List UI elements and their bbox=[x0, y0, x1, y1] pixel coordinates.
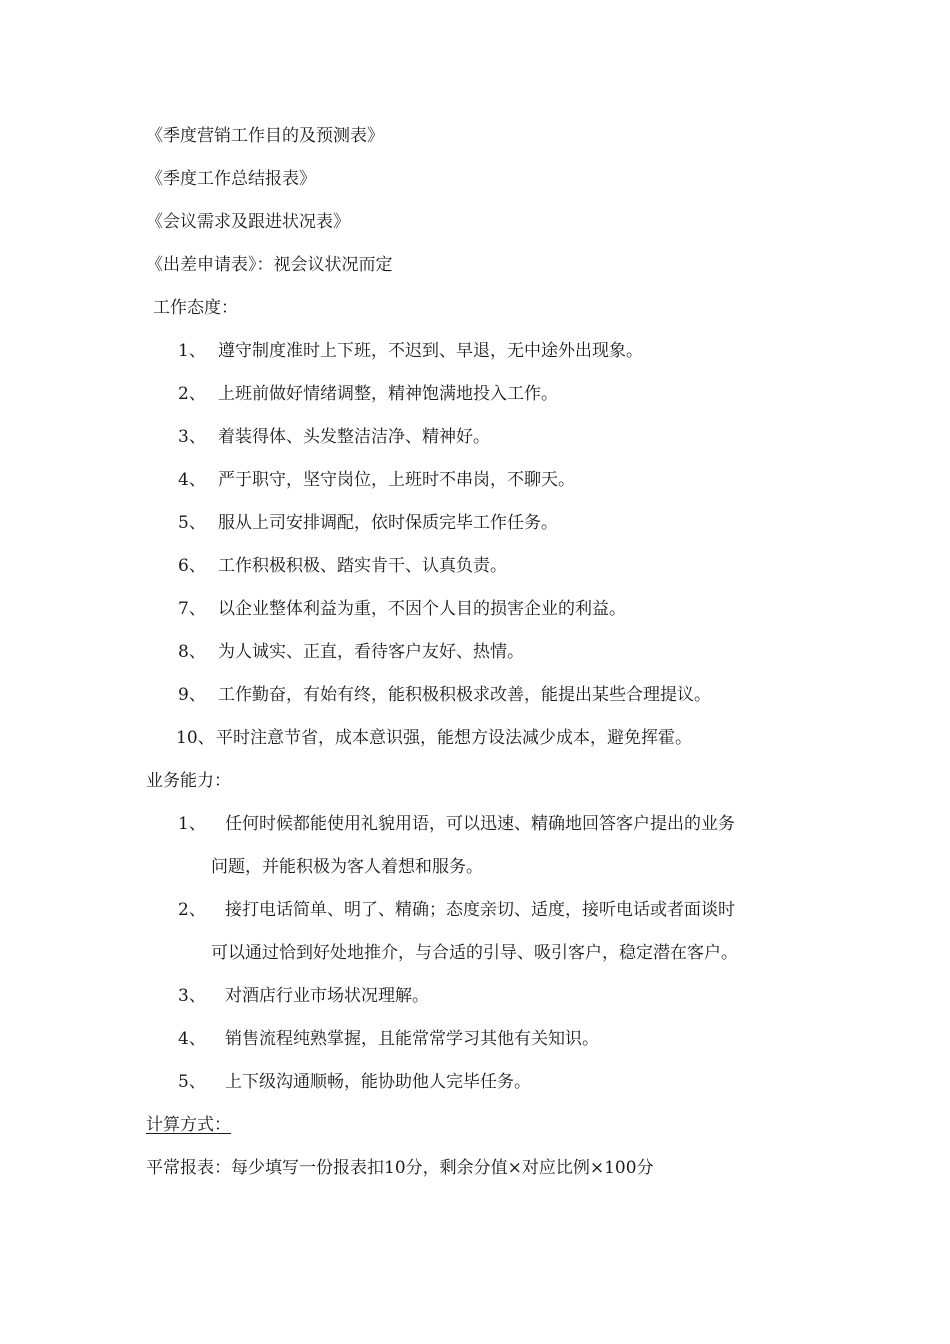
list-item-number: 2、 bbox=[178, 900, 206, 920]
list-item-number: 5、 bbox=[178, 1072, 206, 1092]
list-item-text: 遵守制度准时上下班，不迟到、早退，无中途外出现象。 bbox=[218, 341, 643, 361]
calc-line: 平常报表：每少填写一份报表扣10分，剩余分值×对应比例×100分 bbox=[146, 1158, 654, 1178]
list-item-text: 工作勤奋，有始有终，能积极积极求改善，能提出某些合理提议。 bbox=[218, 685, 711, 705]
list-item-number: 8、 bbox=[178, 642, 206, 662]
list-item-text: 平时注意节省，成本意识强，能想方设法减少成本，避免挥霍。 bbox=[216, 728, 692, 748]
list-item-number: 9、 bbox=[178, 685, 206, 705]
list-item-number: 7、 bbox=[178, 599, 206, 619]
attitude-heading: 工作态度： bbox=[153, 298, 238, 318]
list-item-text: 接打电话简单、明了、精确；态度亲切、适度，接听电话或者面谈时 bbox=[225, 900, 735, 920]
list-item-number: 4、 bbox=[178, 1029, 206, 1049]
form-item: 《出差申请表》：视会议状况而定 bbox=[146, 255, 393, 275]
form-item: 《季度工作总结报表》 bbox=[146, 169, 316, 189]
list-item-text: 对酒店行业市场状况理解。 bbox=[225, 986, 429, 1006]
list-item-text: 服从上司安排调配，依时保质完毕工作任务。 bbox=[218, 513, 558, 533]
ability-heading: 业务能力： bbox=[146, 771, 231, 791]
form-item: 《会议需求及跟进状况表》 bbox=[146, 212, 350, 232]
list-item-text: 工作积极积极、踏实肯干、认真负责。 bbox=[218, 556, 507, 576]
list-item-text: 任何时候都能使用礼貌用语，可以迅速、精确地回答客户提出的业务 bbox=[225, 814, 735, 834]
list-item-text: 以企业整体利益为重，不因个人目的损害企业的利益。 bbox=[218, 599, 626, 619]
list-item-number: 2、 bbox=[178, 384, 206, 404]
list-item-text: 上班前做好情绪调整，精神饱满地投入工作。 bbox=[218, 384, 558, 404]
list-item-number: 1、 bbox=[178, 814, 206, 834]
list-item-text: 销售流程纯熟掌握，且能常常学习其他有关知识。 bbox=[225, 1029, 599, 1049]
list-item-text: 为人诚实、正直，看待客户友好、热情。 bbox=[218, 642, 524, 662]
list-item-text: 严于职守，坚守岗位，上班时不串岗，不聊天。 bbox=[218, 470, 575, 490]
list-item-number: 10、 bbox=[176, 728, 215, 748]
form-item: 《季度营销工作目的及预测表》 bbox=[146, 126, 384, 146]
list-item-number: 6、 bbox=[178, 556, 206, 576]
list-item-text: 上下级沟通顺畅，能协助他人完毕任务。 bbox=[225, 1072, 531, 1092]
list-item-continuation: 可以通过恰到好处地推介，与合适的引导、吸引客户，稳定潜在客户。 bbox=[211, 943, 738, 963]
list-item-number: 5、 bbox=[178, 513, 206, 533]
calc-heading: 计算方式： bbox=[146, 1115, 231, 1135]
list-item-number: 3、 bbox=[178, 427, 206, 447]
list-item-number: 3、 bbox=[178, 986, 206, 1006]
list-item-number: 1、 bbox=[178, 341, 206, 361]
list-item-continuation: 问题，并能积极为客人着想和服务。 bbox=[211, 857, 483, 877]
list-item-text: 着装得体、头发整洁洁净、精神好。 bbox=[218, 427, 490, 447]
list-item-number: 4、 bbox=[178, 470, 206, 490]
